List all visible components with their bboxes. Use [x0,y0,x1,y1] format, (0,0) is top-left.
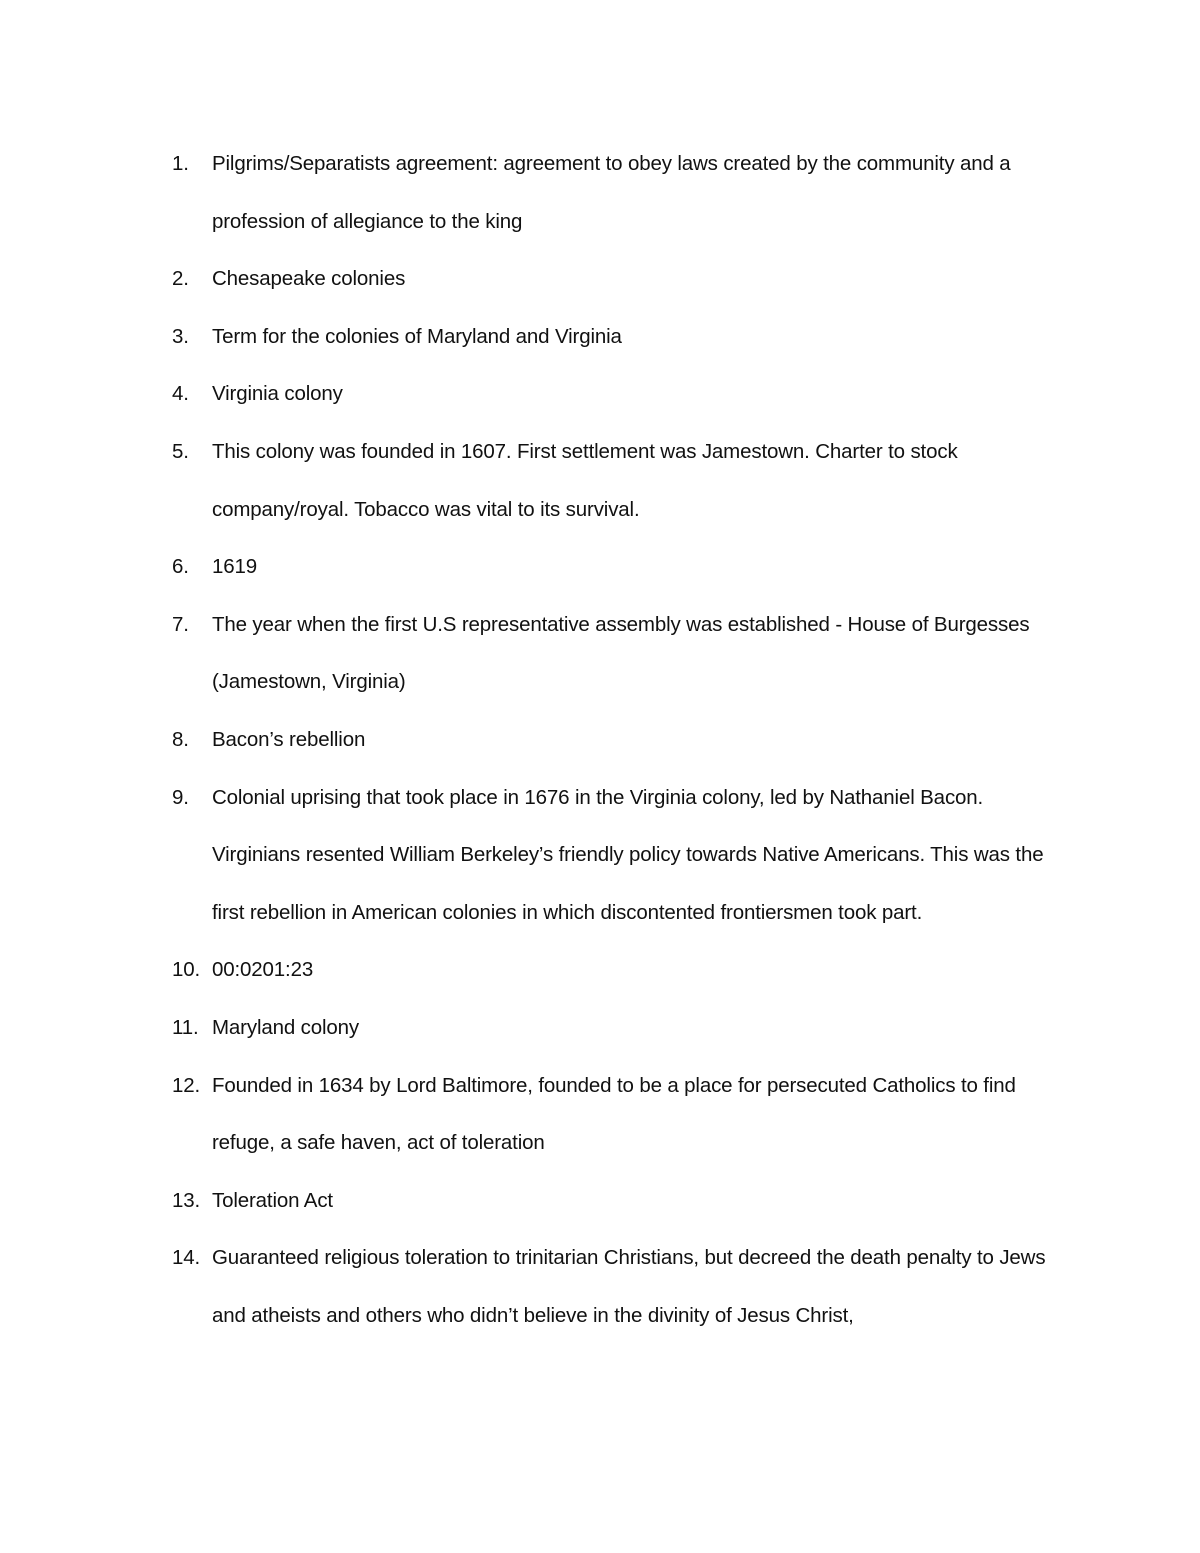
list-item [172,999,1072,1057]
list-item [172,1172,1072,1230]
item-number: 8. [172,727,189,751]
list-item [172,365,1072,423]
item-text: Pilgrims/Separatists agreement: agreement to obey laws created by the community and a profession of allegiance to the king [212,152,1011,233]
item-number: 7. [172,612,189,636]
item-number: 12. [172,1073,201,1097]
item-text: Toleration Act [212,1188,333,1212]
item-number: 6. [172,555,189,579]
list-item [172,596,1072,711]
numbered-list [172,135,1072,1344]
item-number: 4. [172,382,189,406]
item-number: 3. [172,324,189,348]
item-text: Term for the colonies of Maryland and Virginia [212,324,622,348]
item-text: 00:0201:23 [212,958,314,982]
item-text: Colonial uprising that took place in 1676 in the Virginia colony, led by Nathaniel Bacon. Virginians resented William Berkeley’s friendly policy towards Native Americans. This was the first rebellion in American colonies in which discontented frontiersmen took part. [212,785,1044,924]
item-text: The year when the first U.S representative assembly was established - House of Burgesses (Jamestown, Virginia) [212,612,1030,694]
item-text: This colony was founded in 1607. First settlement was Jamestown. Charter to stock company/royal. Tobacco was vital to its survival. [212,439,958,521]
item-text: Guaranteed religious toleration to trinitarian Christians, but decreed the death penalty to Jews and atheists and others who didn’t believe in the divinity of Jesus Christ, [212,1246,1046,1327]
item-number: 2. [172,267,189,291]
item-text: Founded in 1634 by Lord Baltimore, founded to be a place for persecuted Catholics to find refuge, a safe haven, act of toleration [212,1073,1016,1155]
item-number: 10. [172,958,201,982]
list-item [172,711,1072,769]
item-number: 9. [172,785,189,809]
item-number: 5. [172,439,189,463]
list-item [172,538,1072,596]
list-item [172,1229,1072,1344]
list-item [172,423,1072,538]
item-text: Chesapeake colonies [212,267,406,291]
item-text: Maryland colony [212,1015,360,1039]
list-item [172,135,1072,250]
item-text: Bacon’s rebellion [212,727,366,751]
item-number: 14. [172,1246,201,1270]
list-item [172,769,1072,942]
item-text: 1619 [212,555,258,579]
item-number: 1. [172,152,189,175]
list-item [172,1057,1072,1172]
list-item [172,250,1072,308]
item-number: 13. [172,1188,201,1212]
list-item [172,941,1072,999]
list-item [172,308,1072,366]
item-number: 11. [172,1015,199,1039]
item-text: Virginia colony [212,382,343,406]
